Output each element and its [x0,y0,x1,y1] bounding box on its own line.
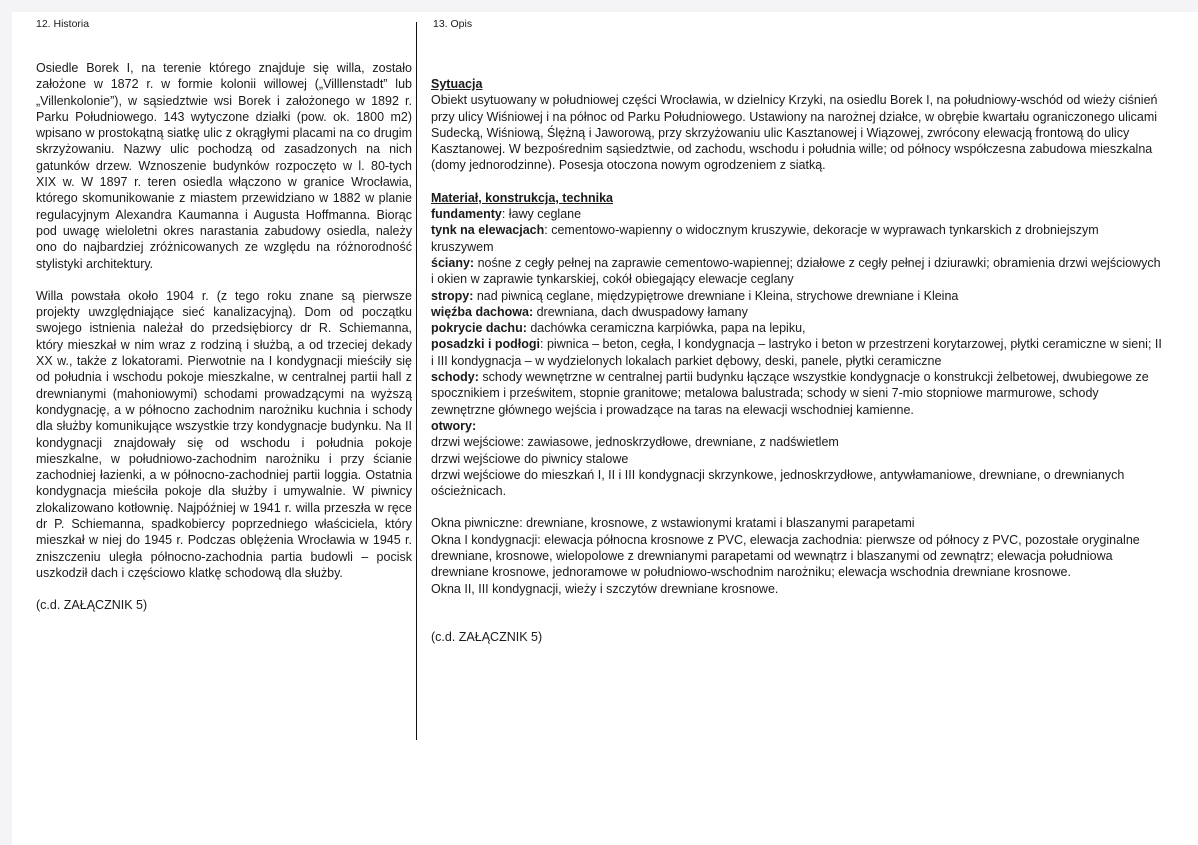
item-text: : ławy ceglane [501,207,582,222]
item-sciany [431,255,1163,288]
item-label: pokrycie dachu: [431,321,527,336]
item-label: otwory: [431,418,477,433]
item-text: drewniana, dach dwuspadowy łamany [533,304,748,319]
item-label: fundamenty [431,207,502,222]
item-schody [431,369,1163,418]
opis-column [431,76,1163,645]
historia-paragraph-1: Osiedle Borek I, na terenie którego znajduje się willa, zostało założone w 1872 r. w formie kolonii willowej („Villlenstadt” lub „Villenkolonie”), w sąsiedztwie wsi Borek i założonego w 1892 r. Parku Południowego. 143 wytyczone działki (pow. ok. 1800 m2) wpisano w prostokątną siatkę ulic z okrągłymi placami na co drugim skrzyżowaniu. Nazwy ulic pochodzą od zasadzonych na nich gatunków drzew. Wznoszenie budynków rozpoczęto w l. 80-tych XIX w. W 1897 r. teren osiedla włączono w granice Wrocławia, którego skomunikowanie z miastem przewidziano w 1882 w planie regulacyjnym Alexandra Kaumanna i Augusta Hoffmanna. Biorąc pod uwagę wieloletni okres narastania zabudowy osiedla, należy ono do najbardziej zróżnicowanych ze względu na różnorodność stylistyki architektury. [36,61,412,271]
item-pokrycie [431,320,1163,336]
historia-header: 12. Historia [36,18,90,30]
opis-attachment-ref: (c.d. ZAŁĄCZNIK 5) [431,629,543,644]
item-label: tynk na elewacjach [431,223,545,238]
item-text: nośne z cegły pełnej na zaprawie cementowo-wapiennej; działowe z cegły pełnej i dziurawki; obramienia drzwi wejściowych i okien w zaprawie tynkarskiej, cokół obiegający elewacje ceglany [431,255,1161,287]
item-text: nad piwnicą ceglane, międzypiętrowe drewniane i Kleina, strychowe drewniane i Kleina [473,288,959,303]
item-label: więźba dachowa: [431,304,534,319]
historia-column [36,60,412,614]
item-text: : piwnica – beton, cegła, I kondygnacja – lastryko i beton w przestrzeni korytarzowej, płytki ceramiczne w sieni; II i III kondygnacja – w wydzielonych lokalach parkiet dębowy, deski, panele, płytki ceramiczne [431,337,1162,368]
item-posadzki [431,336,1163,369]
okna-line-1: Okna piwniczne: drewniane, krosnowe, z wstawionymi kratami i blaszanymi parapetami [431,516,915,531]
drzwi-line-2: drzwi wejściowe do piwnicy stalowe [431,451,629,466]
column-divider [416,22,417,740]
item-label: posadzki i podłogi [431,337,541,352]
opis-header: 13. Opis [433,18,473,30]
item-label: ściany: [431,255,475,270]
item-wiezba [431,304,1163,320]
item-text: dachówka ceramiczna karpiówka, papa na lepiku, [526,321,806,336]
sytuacja-heading: Sytuacja [431,77,483,91]
okna-line-3: Okna II, III kondygnacji, wieży i szczytów drewniane krosnowe. [431,581,779,596]
item-text: : cementowo-wapienny o widocznym kruszywie, dekoracje w wyprawach tynkarskich z drobniejszym kruszywem [431,223,1099,254]
item-stropy [431,288,1163,304]
drzwi-line-1: drzwi wejściowe: zawiasowe, jednoskrzydłowe, drewniane, z nadświetlem [431,435,839,450]
item-otwory [431,418,1163,434]
item-label: schody: [431,370,479,385]
item-tynk [431,222,1163,255]
okna-line-2: Okna I kondygnacji: elewacja północna krosnowe z PVC, elewacja zachodnia: pierwsze od północy z PVC, pozostałe oryginalne drewniane, krosnowe, wielopolowe z drewnianymi parapetami od wewnątrz i blaszanymi od zewnątrz; elewacja południowa drewniane krosnowe, jednoramowe w południowo-wschodnim narożniku; elewacja wschodnia drewniane krosnowe. [431,532,1140,580]
material-heading: Materiał, konstrukcja, technika [431,190,614,205]
item-fundamenty [431,206,1163,222]
drzwi-line-3: drzwi wejściowe do mieszkań I, II i III kondygnacji skrzynkowe, jednoskrzydłowe, antywłamaniowe, drewniane, o drewnianych ościeżnicach. [431,467,1125,499]
historia-paragraph-2: Willa powstała około 1904 r. (z tego roku znane są pierwsze projekty uwzględniające sieć kanalizacyjną). Dom od początku swojego istnienia należał do przedsiębiorcy dr R. Schiemanna, który mieszkał w nim wraz z rodziną i służbą, a od trzeciej dekady XX w., także z lokatorami. Pierwotnie na I kondygnacji mieściły się od południa i wschodu pokoje mieszkalne, w centralnej partii hall z drewnianymi (mahoniowymi) schodami prowadzącymi na wyższą kondygnację, a w północno zachodnim narożniku kuchnia i schody dla służby komunikujące wszystkie trzy kondygnacje budynku. Na II kondygnacji znajdowały się od wschodu i południa pokoje mieszkalne, w południowo-zachodnim narożniku i przy ścianie zachodniej łazienki, a w północno-zachodniej partii loggia. Ostatnia kondygnacja mieściła pokoje dla służby i umywalnie. W piwnicy zlokalizowano kotłownię. Najpóźniej w 1941 r. willa przeszła w ręce dr P. Schiemanna, spadkobiercy poprzedniego właściciela, który mieszkał w niej do 1945 r. Podczas oblężenia Wrocławia w 1945 r. zniszczeniu uległa północno-zachodnia partia budowli – pocisk uszkodził dach i częściowo klatkę schodową dla służby. [36,288,412,580]
item-label: stropy: [431,288,474,303]
sytuacja-text: Obiekt usytuowany w południowej części Wrocławia, w dzielnicy Krzyki, na osiedlu Borek I, na południowy-wschód od wieży ciśnień przy ulicy Wiśniowej i na północ od Parku Południowego. Ustawiony na narożnej działce, w obrębie kwartału ograniczonego ulicami Sudecką, Wiśniową, Ślężną i Jaworową, przy skrzyżowaniu ulic Kasztanowej i Wiązowej, zwrócony elewacją frontową do ulicy Kasztanowej. W bezpośrednim sąsiedztwie, od zachodu, wschodu i południa wille; od północy współczesna zabudowa mieszkalna (domy jednorodzinne). Posesja otoczona nowym ogrodzeniem z siatką. [431,93,1158,173]
item-text: schody wewnętrzne w centralnej partii budynku łączące wszystkie kondygnacje o konstrukcji żelbetowej, dwubiegowe ze spocznikiem i prześwitem, stopnie granitowe; metalowa balustrada; schody w sieni 7-mio stopniowe marmurowe, schody zewnętrzne głównego wejścia i prowadzące na taras na elewacji wschodniej kamienne. [431,370,1149,417]
historia-attachment-ref: (c.d. ZAŁĄCZNIK 5) [36,598,148,613]
